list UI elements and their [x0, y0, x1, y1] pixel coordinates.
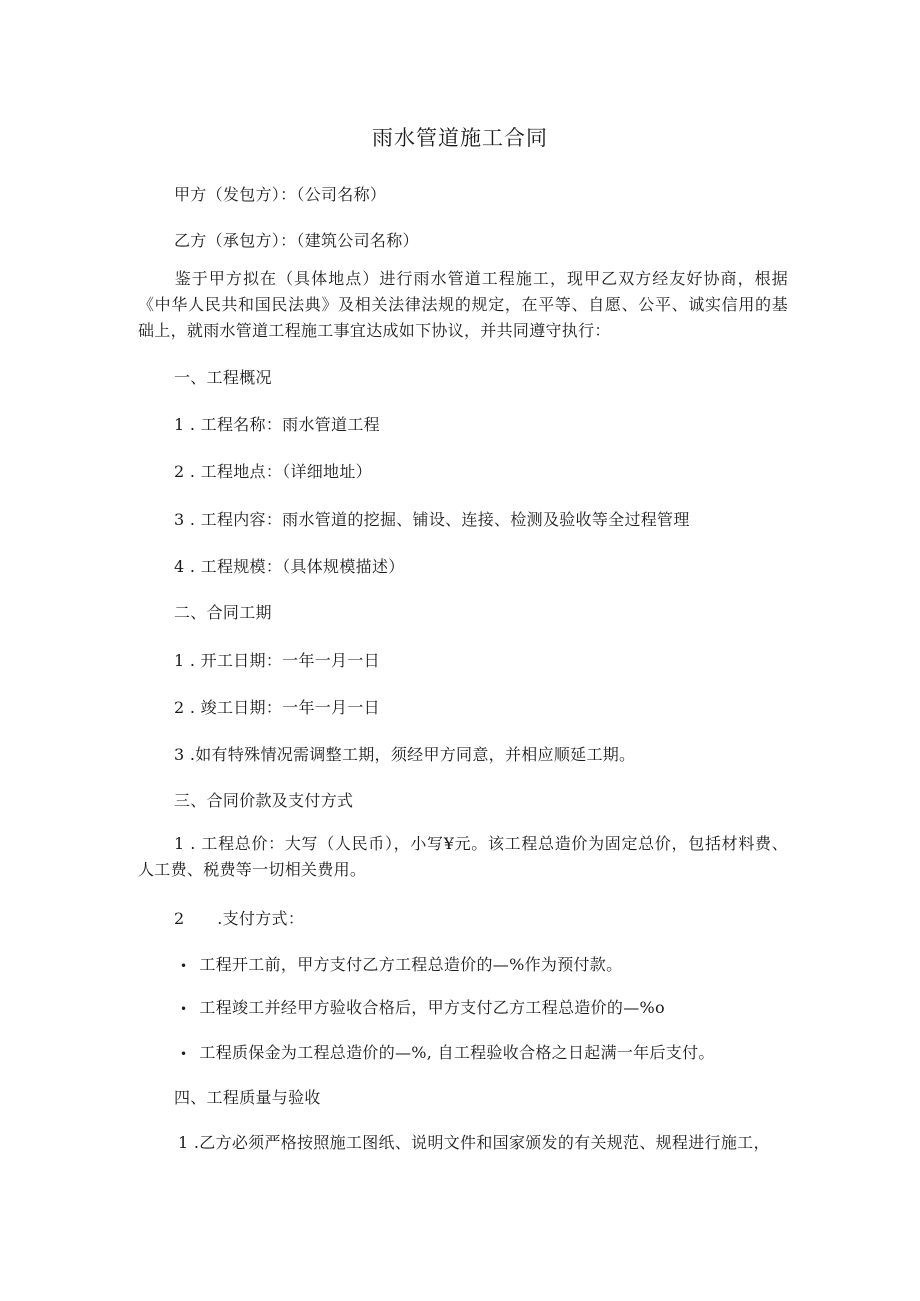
- item-text: . 工程名称：雨水管道工程: [189, 415, 380, 434]
- item-number: 2: [174, 462, 185, 481]
- item-text: . 工程内容：雨水管道的挖掘、铺设、连接、检测及验收等全过程管理: [189, 510, 690, 529]
- section-4-heading: 四、工程质量与验收: [174, 1088, 321, 1107]
- section-4-item-1: 1 .乙方必须严格按照施工图纸、说明文件和国家颁发的有关规范、规程进行施工，: [178, 1133, 770, 1152]
- bullet-text: 工程开工前，甲方支付乙方工程总造价的—%作为预付款。: [199, 955, 623, 974]
- item-number: 3: [174, 745, 185, 764]
- item-text: . 工程规模：（具体规模描述）: [189, 557, 405, 576]
- section-1-item-4: [174, 556, 405, 578]
- section-1-item-1: [174, 414, 380, 436]
- section-2-item-1: [174, 650, 380, 672]
- payment-bullet-3: [180, 1042, 715, 1065]
- payment-bullet-1: [180, 954, 622, 977]
- section-3-heading: 三、合同价款及支付方式: [174, 791, 354, 810]
- party-b: 乙方（承包方）：（建筑公司名称）: [174, 231, 419, 250]
- section-1-item-2: [174, 461, 372, 483]
- item-text: 1 . 工程总价：大写（人民币），小写¥元。该工程总造价为固定总价，包括材料费、人工费、税费等一切相关费用。: [138, 834, 788, 879]
- section-2-heading: 二、合同工期: [174, 603, 272, 622]
- section-1-item-3: [174, 509, 690, 531]
- bullet-text: 工程竣工并经甲方验收合格后，甲方支付乙方工程总造价的—%o: [199, 998, 665, 1017]
- section-2-item-2: [174, 697, 380, 719]
- document-title: 雨水管道施工合同: [372, 126, 548, 150]
- section-1-heading: 一、工程概况: [174, 368, 272, 387]
- section-3-item-2: [174, 908, 304, 930]
- item-number: 1: [174, 415, 185, 434]
- item-text: . 开工日期：一年一月一日: [189, 651, 380, 670]
- party-a: 甲方（发包方）：（公司名称）: [174, 185, 387, 204]
- item-number: 1: [174, 651, 185, 670]
- item-number: 2: [174, 698, 185, 717]
- preamble-paragraph: [138, 266, 788, 344]
- item-number: 3: [174, 510, 185, 529]
- payment-bullet-2: [180, 997, 665, 1020]
- item-number: 4: [174, 557, 185, 576]
- item-number: 2: [174, 909, 185, 928]
- section-2-item-3: [174, 744, 635, 766]
- item-text: .如有特殊情况需调整工期，须经甲方同意，并相应顺延工期。: [189, 745, 636, 764]
- bullet-icon: •: [180, 1047, 188, 1061]
- bullet-icon: •: [180, 959, 188, 973]
- bullet-text: 工程质保金为工程总造价的—%, 自工程验收合格之日起满一年后支付。: [199, 1043, 715, 1062]
- item-text: . 工程地点：（详细地址）: [189, 462, 372, 481]
- item-text: . 竣工日期：一年一月一日: [189, 698, 380, 717]
- item-text: .支付方式：: [217, 909, 305, 928]
- preamble-text: 鉴于甲方拟在（具体地点）进行雨水管道工程施工，现甲乙双方经友好协商，根据《中华人民共和国民法典》及相关法律法规的规定，在平等、自愿、公平、诚实信用的基础上，就雨水管道工程施工事宜达成如下协议，并共同遵守执行：: [138, 269, 788, 340]
- bullet-icon: •: [180, 1002, 188, 1016]
- section-3-item-1: [138, 831, 788, 883]
